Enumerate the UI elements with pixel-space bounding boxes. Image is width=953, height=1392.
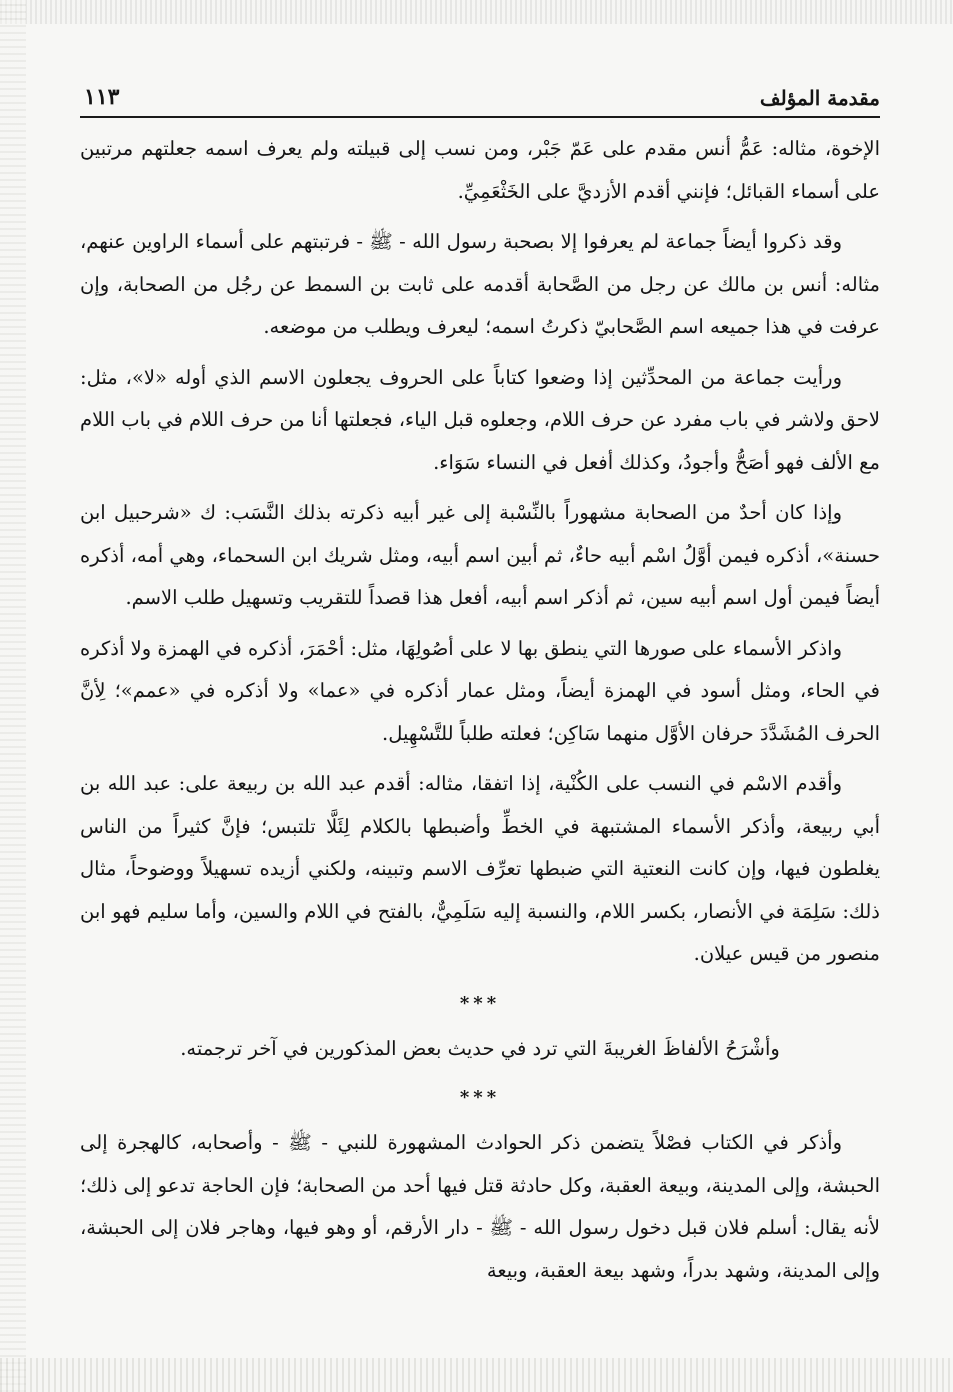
paragraph: وقد ذكروا أيضاً جماعة لم يعرفوا إلا بصحبة رسول الله - ﷺ - فرتبتهم على أسماء الراوين عنهم، مثاله: أنس بن مالك عن رجل من الصَّحابة أقدمه على ثابت بن السمط عن رجُل من الصحابة، وإن عرفت في هذا جميعه اسم الصَّحابيّ ذكرتُ اسمه؛ ليعرف ويطلب من موضعه. [80,230,880,338]
paragraph: وأذكر في الكتاب فصْلاً يتضمن ذكر الحوادث المشهورة للنبي - ﷺ - وأصحابه، كالهجرة إلى الحبشة، وإلى المدينة، وبيعة العقبة، وكل حادثة قتل فيها أحد من الصحابة؛ فإن الحاجة تدعو إلى ذلك؛ لأنه يقال: أسلم فلان قبل دخول رسول الله - ﷺ - دار الأرقم، أو وهو فيها، وهاجر فلان إلى الحبشة، وإلى المدينة، وشهد بدراً، وشهد بيعة العقبة، وبيعة [80,1131,880,1282]
page-edge-top [0,0,953,24]
page-edge-bottom [0,1358,953,1392]
paragraph: وأقدم الاسْم في النسب على الكُنْية، إذا اتفقا، مثاله: أقدم عبد الله بن ربيعة على: عبد الله بن أبي ربيعة، وأذكر الأسماء المشتبهة في الخطِّ وأضبطها بالكلام لِئَلَّا تلتبس؛ فإنَّ كثيراً من الناس يغلطون فيها، وإن كانت النعتية التي ضبطها تعرِّف الاسم وتبينه، ولكني أزيده تسهيلاً ووضوحاً، مثال ذلك: سَلِمَة في الأنصار، بكسر اللام، والنسبة إليه سَلَمِيٌّ، بالفتح في اللام والسين، وأما سليم فهو ابن منصور من قيس عيلان. [80,772,880,965]
paragraph: وإذا كان أحدٌ من الصحابة مشهوراً بالنِّسْبة إلى غير أبيه ذكرته بذلك النَّسَب: ك «شرحبيل ابن حسنة»، أذكره فيمن أوَّلُ اسْم أبيه حاءٌ، ثم أبين اسم أبيه، ومثل شريك ابن السحماء، وهي أمه، أذكره أيضاً فيمن أول اسم أبيه سين، ثم أذكر اسم أبيه، أفعل هذا قصداً للتقريب وتسهيل طلب الاسم. [80,501,880,609]
chapter-title: مقدمة المؤلف [759,86,880,110]
page-number: ١١٣ [84,84,120,110]
section-separator: *** [459,992,501,1014]
page-edge-left [0,0,26,1392]
paragraph-centered: وأشْرَحُ الألفاظَ الغريبةَ التي ترد في حديث بعض المذكورين في آخر ترجمته. [180,1036,780,1060]
section-separator: *** [459,1087,501,1108]
paragraph: ورأيت جماعة من المحدِّثين إذا وضعوا كتاباً على الحروف يجعلون الاسم الذي أوله «لا»، مثل: لاحق ولاشر في باب مفرد عن حرف اللام، وجعلوه قبل الياء، فجعلتها أنا من حرف اللام في باب اللام مع الألف فهو أصَحُّ وأجودُ، وكذلك أفعل في النساء سَوَاء. [80,365,880,474]
page-header [80,80,880,118]
paragraph: واذكر الأسماء على صورها التي ينطق بها لا على أصُولِهَا، مثل: أحْمَرَ، أذكره في الهمزة ولا أذكره في الحاء، ومثل أسود في الهمزة أيضاً، ومثل عمار أذكره في «عما» ولا أذكره في «عمم»؛ لِأنَّ الحرف المُشَدَّدَ حرفان الأوَّل منهما سَاكِن؛ فعلته طلباً للتَّسْهِيل. [80,636,880,745]
paragraph: الإخوة، مثاله: عَمُّ أنس مقدم على عَمّ جَبْر، ومن نسب إلى قبيلته ولم يعرف اسمه جعلتهم مرتبين على أسماء القبائل؛ فإنني أقدم الأزديَّ على الخَثْعَمِيِّ. [80,137,880,203]
page-body [80,128,880,1300]
